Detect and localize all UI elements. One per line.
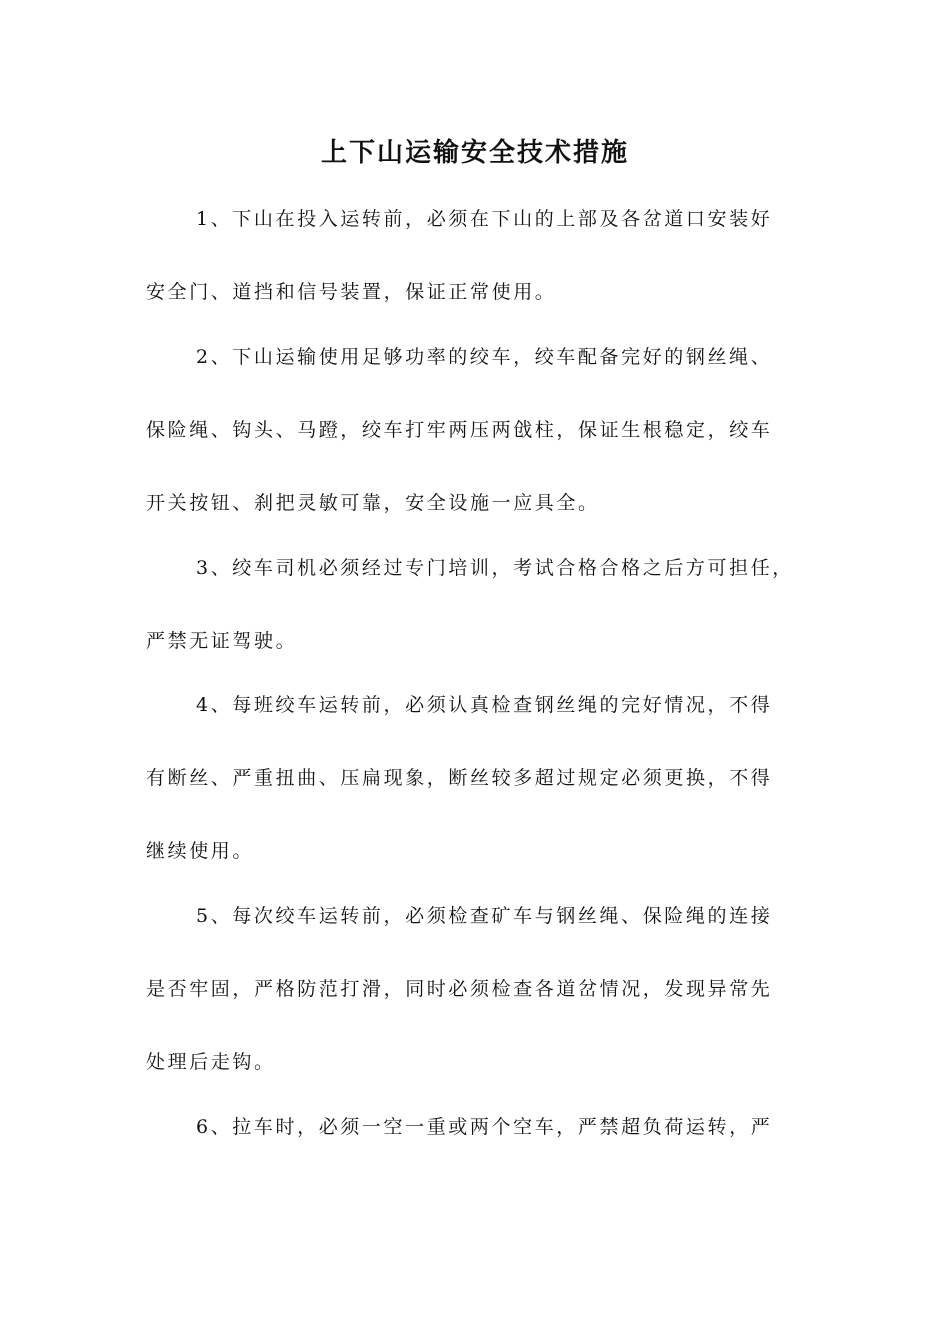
paragraph-5-line-2: 是否牢固，严格防范打滑，同时必须检查各道岔情况，发现异常先 <box>146 978 773 1000</box>
paragraph-4-line-3: 继续使用。 <box>146 840 255 862</box>
paragraph-4-line-1: 4、每班绞车运转前，必须认真检查钢丝绳的完好情况，不得 <box>196 694 773 716</box>
paragraph-5-line-3: 处理后走钩。 <box>146 1051 276 1073</box>
paragraph-3-line-2: 严禁无证驾驶。 <box>146 630 298 652</box>
paragraph-6-line-1: 6、拉车时，必须一空一重或两个空车，严禁超负荷运转，严 <box>196 1116 773 1138</box>
paragraph-5-line-1: 5、每次绞车运转前，必须检查矿车与钢丝绳、保险绳的连接 <box>196 905 773 927</box>
paragraph-2-line-3: 开关按钮、刹把灵敏可靠，安全设施一应具全。 <box>146 492 600 514</box>
document-title: 上下山运输安全技术措施 <box>320 138 629 168</box>
paragraph-2-line-1: 2、下山运输使用足够功率的绞车，绞车配备完好的钢丝绳、 <box>196 346 773 368</box>
paragraph-3-line-1: 3、绞车司机必须经过专门培训，考试合格合格之后方可担任， <box>196 557 794 579</box>
paragraph-1-line-1: 1、下山在投入运转前，必须在下山的上部及各岔道口安装好 <box>196 208 773 230</box>
paragraph-1-line-2: 安全门、道挡和信号装置，保证正常使用。 <box>146 281 557 303</box>
paragraph-2-line-2: 保险绳、钩头、马蹬，绞车打牢两压两戗柱，保证生根稳定，绞车 <box>146 419 773 441</box>
paragraph-4-line-2: 有断丝、严重扭曲、压扁现象，断丝较多超过规定必须更换，不得 <box>146 767 773 789</box>
